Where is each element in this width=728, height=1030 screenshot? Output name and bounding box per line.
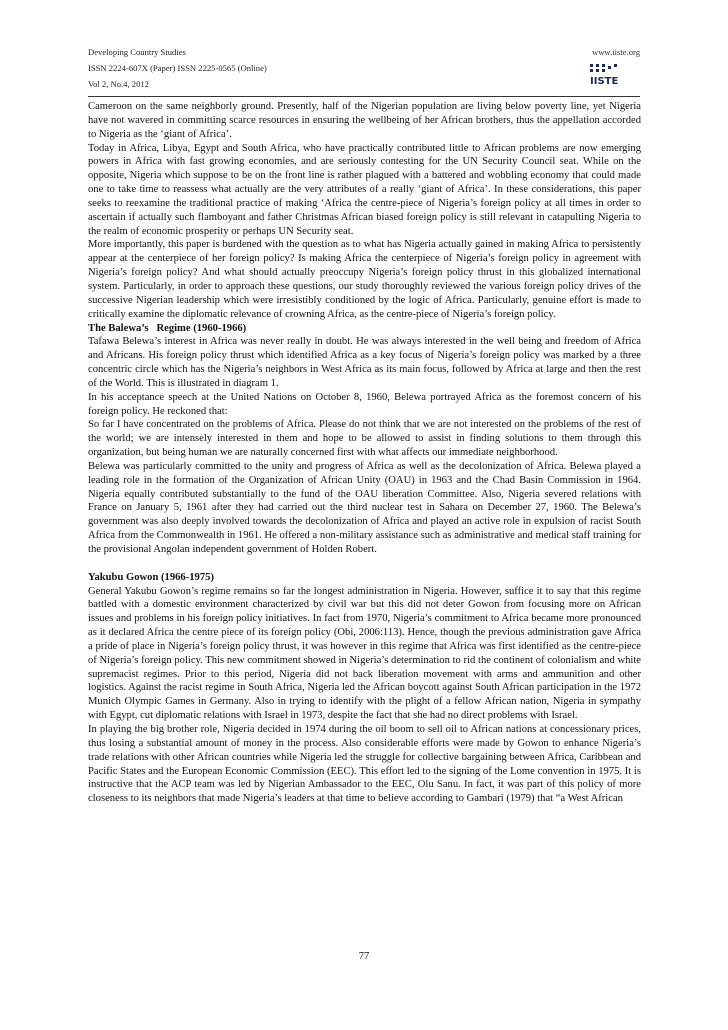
paragraph-4: Tafawa Belewa’s interest in Africa was never really in doubt. He was always interested in the well being and freedom of Africa and Africans. His foreign policy thrust which identified Africa as a key focus of Nigeria’s foreign policy was marked by a three concentric circle which has the Nigeria’s neighbors in West Africa as its main focus, followed by Africa at large and then the rest of the World. This is illustrated in diagram 1. (88, 336, 641, 389)
paragraph-3: More importantly, this paper is burdened with the question as to what has Nigeria actually gained in making Africa to persistently appear at the centerpiece of her foreign policy? Is making Africa the centerpiece of Nigeria’s foreign policy in agreement with Nigeria’s foreign policy? And what should actually preoccupy Nigeria’s foreign policy thrust in this globalized international system. Particularly, in order to approach these questions, our study thoroughly reviewed the various foreign policy drives of the successive Nigerian leadership which were irresistibly conditioned by the logic of Africa. Particularly, genuine effort is made to critically examine the diplomatic relevance of crowning Africa, as the centre-piece of Nigeria’s foreign policy. (88, 239, 641, 320)
paragraph-6: Belewa was particularly committed to the unity and progress of Africa as well as the decolonization of Africa. Belewa played a leading role in the formation of the Organization of African Unity (OAU) in 1963 and the Chad Basin Commission in 1964. Nigeria equally contributed substantially to the fund of the OAU liberation Committee. Also, Nigeria severed relations with France on January 5, 1961 after they had carried out the third nuclear test in Sahara on December 27, 1960. The Belewa’s government was also deeply involved towards the decolonization of Africa and played an active role in expulsion of racist South Africa from the Commonwealth in 1961. He offered a non-military assistance such as administrative and medical staff training for the provisional Angolan independent government of Holden Robert. (88, 460, 641, 555)
block-quote: So far I have concentrated on the problems of Africa. Please do not think that we are not interested on the problems of the rest of the world; we are intensely interested in them and hope to be allowed to assist in finding solutions to them through this organization, but being human we are naturally concerned first with what affects our immediate neighborhood. (88, 419, 641, 459)
journal-url[interactable]: www.iiste.org (592, 47, 640, 57)
header-rule (88, 96, 640, 97)
page-body (88, 100, 641, 806)
paragraph-2: Today in Africa, Libya, Egypt and South Africa, who have practically contributed little to African problems are now emerging powers in Africa with fast growing economies, and are seriously contesting for the UN Security Council seat. While on the opposite, Nigeria which suppose to be on the front line is rather plagued with a battered and wobbling economy that could made one to take time to reassess what actually are the very attributes of a really ‘giant of Africa’. In these considerations, this paper seeks to reexamine the traditional practice of making ‘Africa the centre-piece of Nigeria’s foreign policy at all times in order to ascertain if actually such flamboyant and father Christmas African biased foreign policy is still relevant in catapulting Nigeria to the realm of economic prosperity or perhaps UN Security seat. (88, 142, 641, 237)
heading-gowon-regime: Yakubu Gowon (1966-1975) (88, 571, 214, 583)
page-header (88, 44, 640, 102)
heading-balewa-regime: The Balewa’s Regime (1960-1966) (88, 322, 247, 334)
volume-line: Vol 2, No.4, 2012 (88, 79, 149, 89)
logo-text: IISTE (590, 76, 619, 86)
issn-line: ISSN 2224-607X (Paper) ISSN 2225-0565 (Online) (88, 63, 267, 73)
journal-title: Developing Country Studies (88, 47, 186, 57)
paragraph-5: In his acceptance speech at the United Nations on October 8, 1960, Belewa portrayed Africa as the foremost concern of his foreign policy. He reckoned that: (88, 391, 641, 417)
paragraph-8: In playing the big brother role, Nigeria decided in 1974 during the oil boom to sell oil to African nations at concessionary prices, thus losing a substantial amount of money in the process. Also considerable efforts were made by Gowon to enhance Nigeria’s trade relations with other African countries while Nigeria led the struggle for collective bargaining between Africa, Caribbean and Pacific States and the European Economic Commission (EEC). This effort led to the signing of the Lome convention in 1975. It is instructive that the ACP team was led by Nigerian Ambassador to the EEC, Olu Sanu. In fact, it was part of this policy of more closeness to its neighbors that made Nigeria’s leaders at that time to believe according to Gambari (1979) that “a West African (88, 723, 641, 805)
page-number: 77 (358, 951, 370, 962)
paragraph-7: General Yakubu Gowon’s regime remains so far the longest administration in Nigeria. However, suffice it to say that this regime battled with a domestic environment characterized by civil war but this did not deter Gowon from focusing more on African issues and problems in his foreign policy initiatives. In fact from 1970, Nigeria’s commitment to Africa became more pronounced as it declared Africa the centre piece of its foreign policy (Obi, 2006:113). Hence, though the previous administration gave Africa a pride of place in Nigeria’s foreign policy thrust, it was however in this regime that Africa was first identified as the centre-piece of Nigeria’s foreign policy. This new commitment showed in Nigeria’s determination to rid the continent of colonialism and white supremacist regimes. Prior to this period, Nigeria did not back liberation movement with arms and ammunition and other logistics. Against the racist regime in South Africa, Nigeria led the African boycott against South African participation in the 1972 Munich Olympic Games in Germany. Also in trying to identify with the plight of a fellow African nation, Nigeria in sympathy with Egypt, cut diplomatic relations with Israel in 1973, despite the fact that she had no direct problems with Israel. (88, 585, 641, 722)
iiste-logo (586, 62, 638, 86)
section-spacer (88, 557, 641, 571)
paragraph-1: Cameroon on the same neighborly ground. Presently, half of the Nigerian population are living below poverty line, yet Nigeria have not wavered in committing scarce resources in ensuring the wellbeing of her African brothers, thus the appellation accorded to Nigeria as the ‘giant of Africa’. (88, 101, 641, 140)
